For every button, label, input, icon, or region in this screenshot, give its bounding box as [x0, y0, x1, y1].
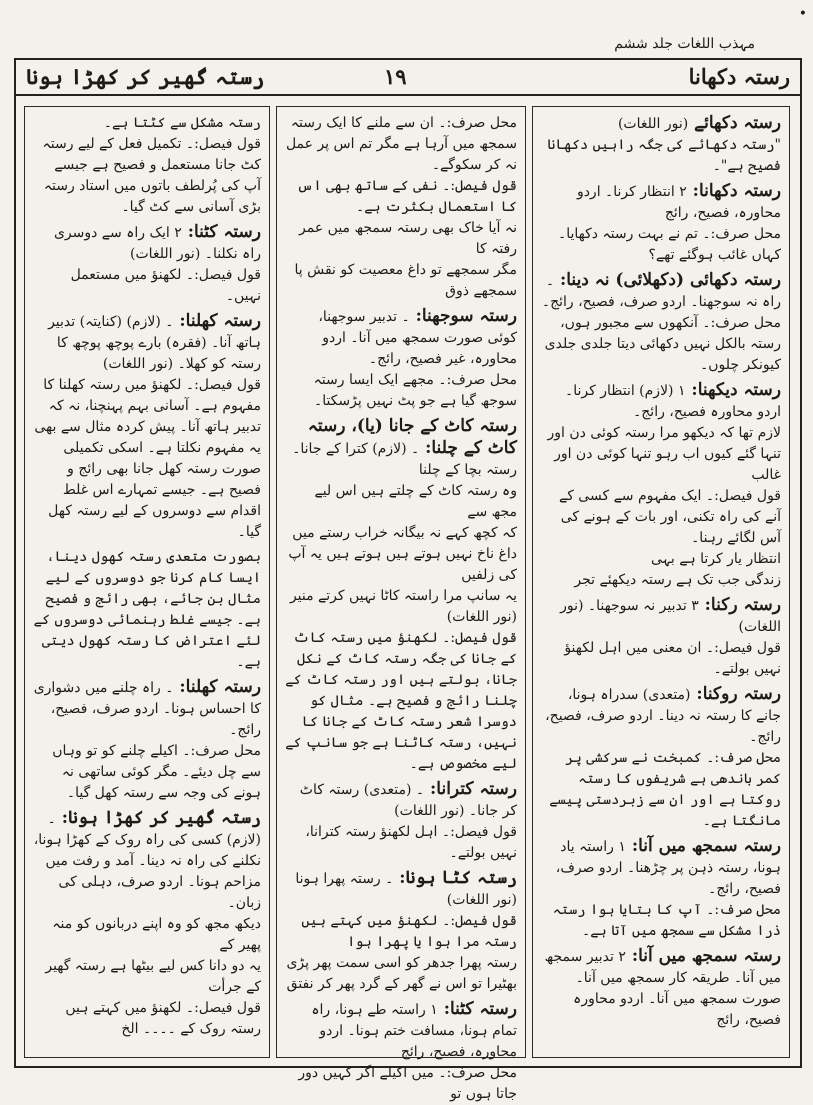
entry-text: ۔ راہ نہ سوجھنا۔ اردو صرف، فصیح، رائج۔ محل صرف:۔ آنکھوں سے مجبور ہوں، رستہ بالکل نہیں دکھائی دیتا جلدی جلدی کیونکر چلوں۔ [541, 273, 781, 373]
entry-headword: رستہ دکھائے [688, 113, 781, 133]
dictionary-entry [33, 222, 261, 307]
entry-headword: رستہ کٹا ہونا: [393, 868, 517, 888]
dictionary-entry [541, 836, 781, 942]
dictionary-entry [33, 113, 261, 218]
entry-text: ۔ (لازم) کترا کے جانا۔ رستہ بچا کے چلنا وہ رستہ کاٹ کے چلتے ہیں اس لیے مجھ سے کہ کچھ کہے نہ بیگانہ خراب رستے میں داغ ناخ نہیں ہوتے ہیں ہوتے ہیں یہ آپ کی زلفیں یہ سانپ مرا راستہ کاٹا نہیں کرتے منیر (نور اللغات) قول فیصل:۔ لکھنؤ میں رستہ کاٹ کے جانا کی جگہ رستہ کاٹ کے نکل جانا، بولتے ہیں اور رستہ کاٹ کے چلنا رائج و فصیح ہے۔ مثال کو دوسرا شعر رستہ کاٹ کے جانا کا نہیں، رستہ کاٹنا ہے جو سانپ کے لیے مخصوص ہے۔ [285, 441, 517, 772]
page-mark: • [798, 6, 807, 22]
column-middle [276, 106, 526, 1102]
entry-text: ۔ راہ چلنے میں دشواری کا احساس ہونا۔ اردو صرف، فصیح، رائج۔ محل صرف:۔ اکیلے چلنے کو تو وہاں سے چل دیئے۔ مگر کوئی ساتھی نہ ہونے کی وجہ سے رستہ کھل گیا۔ [33, 680, 261, 801]
entry-text: محل صرف:۔ ان سے ملنے کا ایک رستہ سمجھ میں آرہا ہے مگر تم اس پر عمل نہ کر سکوگے۔ قول فیصل:۔ نفی کے ساتھ بھی اس کا استعمال بکثرت ہے۔ نہ آیا خاک بھی رستہ سمجھ میں عمر رفتہ کا مگر سمجھے تو داغ معصیت کو نقش پا سمجھے ذوق [285, 115, 517, 299]
dictionary-entry [33, 311, 261, 543]
dictionary-entry [285, 113, 517, 302]
dictionary-entry [33, 808, 261, 1040]
dictionary-entry [285, 306, 517, 412]
dictionary-entry [541, 684, 781, 832]
entry-headword: رستہ کھلنا: [173, 311, 261, 331]
entry-text: ۲ ایک راہ سے دوسری راہ نکلنا۔ (نور اللغات) قول فیصل:۔ لکھنؤ میں مستعمل نہیں۔ [53, 225, 261, 304]
entry-text: ۔ (متعدی) رستہ کاٹ کر جانا۔ (نور اللغات) قول فیصل:۔ اہل لکھنؤ رستہ کترانا، نہیں بولتے۔ [299, 782, 517, 861]
entry-headword: رستہ گھیر کر کھڑا ہونا: [55, 808, 261, 828]
header-left-word: رستہ گھیر کر کھڑا ہونا [26, 64, 265, 89]
entry-headword: رستہ کٹنا: [437, 999, 517, 1019]
dictionary-entry [33, 547, 261, 673]
entry-headword: رستہ کترانا: [424, 779, 517, 799]
entry-text: ۲ انتظار کرنا۔ اردو محاورہ، فصیح، رائج محل صرف:۔ تم نے بہت رستہ دکھایا۔ کہاں غائب ہوگئے تھے؟ [558, 184, 781, 263]
entry-text: ۔ (لازم) (کنایتہ) تدبیر ہاتھ آنا۔ (فقرہ) بارے پوچھ پوچھ کا رستہ کو کھلا۔ (نور اللغات) قول فیصل:۔ لکھنؤ میں رستہ کھلنا کا مفہوم ہے۔ آسانی بہم پہنچنا، نہ کہ تدبیر ہاتھ آنا۔ پیش کردہ مثال سے بھی یہ مفہوم نکلتا ہے۔ اسکی تکمیلی صورت رستہ کھل جانا بھی رائج و فصیح ہے۔ جیسے تمہارے اس غلط اقدام سے دوسروں کے لیے رستہ کھل گیا۔ [34, 314, 261, 540]
entry-headword: رستہ کھلنا: [173, 677, 261, 697]
entry-headword: رستہ سوجھنا: [409, 306, 517, 326]
page-frame [14, 58, 802, 1102]
dictionary-entry [285, 868, 517, 995]
entry-text: بصورت متعدی رستہ کھول دینا، ایسا کام کرنا جو دوسروں کے لیے مثال بن جائے، بھی رائج و فصیح ہے۔ جیسے غلط رہنمائی دوسروں کے لئے اعتراض کا رستہ کھول دیتی ہے۔ [33, 549, 261, 670]
column-right [532, 106, 790, 1058]
entry-text: (نور اللغات) "رستہ دکھائے کی جگہ راہیں دکھانا فصیح ہے"۔ [547, 116, 781, 174]
entry-text: (متعدی) سدراہ ہونا، جانے کا رستہ نہ دینا۔ اردو صرف، فصیح، رائج۔ محل صرف:۔ کمبخت نے سرکشی پر کمر باندھی ہے شریفوں کا رستہ روکتا ہے اور ان سے زبردستی پیسے مانگتا ہے۔ [545, 687, 781, 829]
dictionary-entry [285, 999, 517, 1105]
running-head: مہذب اللغات جلد ششم [614, 36, 755, 52]
entry-headword: رستہ سمجھ میں آنا: [625, 946, 781, 966]
column-left [24, 106, 270, 1058]
dictionary-entry [33, 677, 261, 804]
entry-text: ۱ راستہ یاد ہونا، رستہ ذہن پر چڑھنا۔ اردو صرف، فصیح، رائج۔ محل صرف:۔ آپ کا بتایا ہوا رستہ ذرا مشکل سے سمجھ میں آتا ہے۔ [552, 839, 781, 939]
dictionary-entry [541, 270, 781, 376]
dictionary-entry [285, 416, 517, 775]
entry-headword: رستہ روکنا: [690, 684, 781, 704]
dictionary-entry [541, 380, 781, 591]
entry-headword: رستہ رکنا: [698, 595, 781, 615]
entry-headword: رستہ دکھانا: [686, 181, 781, 201]
entry-headword: رستہ دکھائی (دکھلائی) نہ دینا: [554, 270, 781, 290]
header-right-word: رستہ دکھانا [688, 64, 790, 89]
entry-text: ۱ (لازم) انتظار کرنا۔ اردو محاورہ فصیح، رائج۔ لازم تھا کہ دیکھو مرا رستہ کوئی دن اور تنہا گئے کیوں اب رہو تنہا کوئی دن اور غالب قول فیصل:۔ ایک مفہوم سے کسی کے آنے کی راہ تکنی، اور بات کے ہونے کی آس لگائے رہنا۔ انتظار یار کرتا ہے بہی زندگی جب تک ہے رستہ دیکھئے تجر [547, 383, 781, 588]
entry-text: ۱ راستہ طے ہونا، راہ تمام ہونا، مسافت ختم ہونا۔ اردو محاورہ، فصیح، رائج محل صرف:۔ میں اکیلے اگر کہیں دور جاتا ہوں تو [298, 1002, 517, 1102]
dictionary-entry [541, 946, 781, 1031]
header-row [16, 60, 800, 96]
dictionary-entry [541, 181, 781, 266]
entry-text: رستہ مشکل سے کٹتا ہے۔ قول فیصل:۔ تکمیل فعل کے لیے رستہ کٹ جانا مستعمل و فصیح ہے جیسے آپ کی پُرلطف باتوں میں استاد رستہ بڑی آسانی سے کٹ گیا۔ [42, 115, 261, 215]
entry-headword: رستہ کٹنا: [181, 222, 261, 242]
entry-text: ۲ تدبیر سمجھ میں آنا۔ طریقہ کار سمجھ میں آنا۔ صورت سمجھ میں آنا۔ اردو محاورہ فصیح، رائج [544, 949, 781, 1028]
dictionary-entry [285, 779, 517, 864]
page-number: ۱۹ [384, 64, 407, 89]
entry-text: ۳ تدبیر نہ سوجھنا۔ (نور اللغات) قول فیصل:۔ ان معنی میں اہل لکھنؤ نہیں بولتے۔ [560, 598, 781, 677]
dictionary-entry [541, 595, 781, 680]
entry-headword: رستہ سمجھ میں آنا: [625, 836, 781, 856]
entry-text: ۔ تدبیر سوجھنا، کوئی صورت سمجھ میں آنا۔ اردو محاورہ، غیر فصیح، رائج۔ محل صرف:۔ مجھے ایک ایسا رستہ سوجھ گیا ہے جو پٹ نہیں پڑسکتا۔ [313, 309, 517, 409]
entry-text: ۔ رستہ پھرا ہونا (نور اللغات) قول فیصل:۔ لکھنؤ میں کہتے ہیں رستہ مرا ہوا یا پھرا ہوا رستہ پھرا جدھر کو اسی سمت پھر پڑی بھٹیرا تو اس نے گھر کے گرد پھر کر نفتق [286, 871, 517, 992]
entry-text: ۔ (لازم) کسی کی راہ روک کے کھڑا ہونا، نکلنے کی راہ نہ دینا۔ آمد و رفت میں مزاحم ہونا۔ اردو صرف، دہلی کی زبان۔ دیکھ مجھ کو وہ اپنے دربانوں کو منہ پھیر کے یہ دو دانا کس لیے بیٹھا ہے رستہ گھیر کے جرأت قول فیصل:۔ لکھنؤ میں کہتے ہیں رستہ روک کے ۔۔۔۔ الخ [33, 811, 261, 1037]
dictionary-entry [541, 113, 781, 177]
entry-headword: رستہ کاٹ کے جانا (یا)، رستہ کاٹ کے چلنا: [307, 416, 517, 458]
entry-headword: رستہ دیکھنا: [685, 380, 781, 400]
